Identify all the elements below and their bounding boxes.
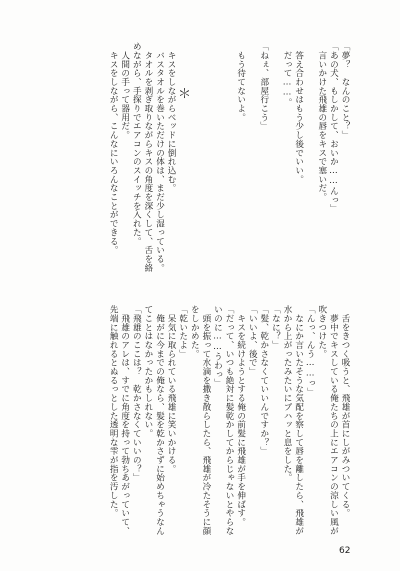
text-line: 夢中でキスしている俺たちの上にエアコンの涼しい風が: [328, 305, 339, 536]
text-line: てことはなかったかもしれない。: [142, 305, 153, 438]
text-line: 「だって、いつも絶対に髪乾かしてからじゃないとやらな: [224, 305, 235, 536]
text-line: 「んっ、んう……っ」: [305, 305, 316, 397]
text-line: [199, 42, 211, 268]
text-line: 人間の手って器用だ。: [119, 42, 130, 140]
text-line: 頭を振って水滴を撒き散らしたら、飛雄が冷たそうに顔: [200, 305, 211, 536]
text-line: [269, 42, 281, 268]
text-line: [246, 42, 258, 268]
text-line: 舌をきつく吸うと、飛雄が首にしがみついてくる。: [340, 305, 350, 518]
text-line: 「乾いたよ」: [177, 305, 188, 359]
text-line: 「あの犬、もしかして、おいか……んっ」: [328, 42, 339, 213]
text-line: めながら、手探りでエアコンのスイッチを入れた。: [131, 42, 142, 246]
text-line: 「ねぇ、部屋行こう」: [258, 42, 269, 131]
text-line: 先端に触れるとぬるっとした透明な雫が指を汚した。: [108, 305, 119, 518]
text-line: キスを続けようとする俺の前髪に飛雄が手を伸ばす。: [235, 305, 246, 527]
text-line: [304, 42, 316, 268]
scene-break-asterisk: ＊: [178, 87, 192, 102]
upper-text-block: [107, 42, 350, 273]
text-line: バスタオルを巻いただけの体は、まだ少し湿っている。: [154, 42, 165, 273]
page-number: 62: [339, 546, 351, 556]
text-line: キスをしながらベッドに倒れ込む。: [166, 42, 177, 193]
text-line: もう待てないよ。: [235, 42, 246, 122]
text-line: だって……。: [282, 42, 293, 107]
text-line: 「夢？ なんのこと？」: [340, 42, 350, 140]
text-line: 呆気に取られている飛雄に笑いかける。: [166, 305, 177, 474]
text-line: なにか言いたそうな気配を察して唇を離したら、飛雄が: [293, 305, 304, 536]
text-line: キスをしながら、こんなにいろんなことができる。: [108, 42, 119, 255]
text-line: [188, 42, 200, 268]
text-line: タオルを剥ぎ取りながらキスの角度を深くして、舌を絡: [142, 42, 153, 273]
text-line: 答え合わせはもう少し後でいい。: [293, 42, 304, 184]
text-line: 「いいよ、後で」: [247, 305, 258, 376]
text-line: 「髪、乾かさなくていいんですか？」: [258, 305, 269, 456]
text-line: 俺がに今までの俺なら、髪を乾かさずに始めちゃうなん: [154, 305, 165, 536]
text-line: 「なに？」: [270, 305, 281, 350]
text-line: 飛雄のアレは、すでに角度を持って勃ちあがっていて、: [119, 305, 130, 536]
text-line: [222, 42, 234, 268]
text-line: いのに……うわっ」: [212, 305, 223, 388]
text-line: をしかめた。: [189, 305, 200, 359]
text-line: 言いかけた飛雄の唇をキスで塞いだ。: [316, 42, 327, 202]
text-line: [176, 42, 188, 268]
text-line: [211, 42, 223, 268]
text-line: 水から上がったみたいにブハッと息をした。: [282, 305, 293, 482]
text-line: 「飛雄のここは？ 乾かさなくていいの？」: [131, 305, 142, 482]
text-line: 吹きつけた。: [316, 305, 327, 359]
lower-text-block: [107, 305, 350, 536]
